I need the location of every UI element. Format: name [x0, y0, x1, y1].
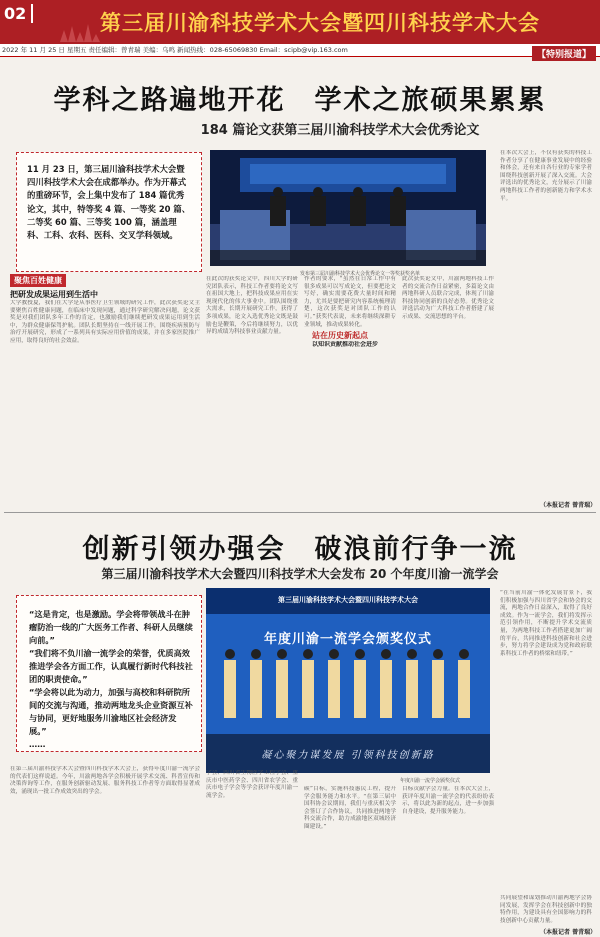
article2-quotes: “这是肯定，也是激励。学会将带领战斗在肿瘤防治一线的广大医务工作者、科研人员继续向前。” “我们将不负川渝一流学会的荣誉，优质高效推进学会各方面工作，认真履行新时代科技社团的职责使命。” “学会将以此为动力，加强与高校和科研院所间的交流与沟通，推动两地龙头企业资源互补与协同，更好地服务川渝地区社会经济发展。” ……: [29, 609, 193, 749]
conference-stage-illustration: [210, 150, 486, 266]
award-ceremony-photo: [206, 588, 490, 773]
article1-column-3: 作者的要求，“虽然在日常工作中有很多成果可以写成论文，但要把论文写好，确实需要花费大量时间和精力，尤其是要把研究内容系统梳理清楚，这次获奖是对团队工作的认可。”获奖代表说，未来将继续深耕专业领域，推动成果转化。: [304, 276, 396, 328]
article2-column-4: 目标贡献学会力量。在本次大会上，获评年度川渝一流学会的代表纷纷表示，将以此为新的起点，进一步加强自身建设，提升服务能力。: [402, 786, 494, 815]
article2-headline: 创新引领办强会 破浪前行争一流: [82, 534, 518, 565]
info-bar: [0, 44, 600, 57]
photo2-slogan: 凝心聚力谋发展 引领科技创新路: [261, 750, 435, 761]
article1-subheadline: 184 篇论文获第三届川渝科技学术大会优秀论文: [200, 123, 480, 138]
article1-column-1: 大学教授夏，我们在大学是从事医疗卫生领域的研究工作，此次获奖论文主要聚焦百姓健康问题，在临床中发现问题，通过科学研究解决问题，论文获奖是对我们团队多年工作的肯定，也激励我们继续把研发成果运用到生活中，为群众健康保驾护航。团队长期坚持在一线开展工作，围绕疾病预防与治疗开展研究，形成了一系列具有实际应用价值的成果，并在多家医院推广应用，取得良好的社会效益。: [10, 300, 200, 344]
masthead-title: 第三届川渝科技学术大会暨四川科技学术大会: [100, 10, 540, 35]
photo1-caption: 发布第三届川渝科技学术大会优秀论文一等奖获奖名单: [300, 271, 421, 277]
article1-byline: （本报记者 曾青瑞）: [540, 502, 597, 509]
article2-byline: （本报记者 曾青瑞）: [540, 929, 597, 936]
article1-column-2: 在此次的获奖论文中，四川大学的研究团队表示，科技工作者要将论文写在祖国大地上，把科技成果应用在实现现代化的伟大事业中。团队围绕重大需求，长期开展研究工作，获得了多项成果，论文入选优秀论文既是鼓励也是鞭策，今后将继续努力，以优异的成绩为科技事业贡献力量。: [206, 276, 298, 336]
article2-column-6: 共同展望和谋划推动川渝两地学会协同发展，发挥学会在科技创新中的独特作用，为建设具有全国影响力的科技创新中心贡献力量。: [500, 895, 592, 924]
conference-photo: [210, 150, 486, 266]
article1-column-5: 在本次大会上，不仅有获奖的科技工作者分享了在健康事业发展中的经验和体会，还有来自各行业的专家学者围绕科技创新开展了深入交流。大会评选出的优秀论文，充分展示了川渝两地科技工作者的创新能力和学术水平。: [500, 150, 592, 202]
issue-info: 2022 年 11 月 25 日 星期五 责任编辑：曾青瑞 美编：乌鸣 新闻热线：028-65069830 Email：scipb@vip.163.com: [2, 46, 348, 54]
subsection-head: 站在历史新起点: [312, 331, 368, 340]
photo2-banner: 第三届川渝科技学术大会暨四川科技学术大会: [278, 596, 418, 604]
article2-column-2: 学会、四川省生物医学工程学会、重庆市中医药学会、四川省农学会、重庆市电子学会等学会获评年度川渝一流学会。: [206, 770, 298, 799]
section-tag: 聚焦百姓健康: [10, 274, 66, 287]
masthead-banner: [0, 0, 600, 44]
article1-column-4: 此次获奖论文中，川渝两地科技工作者的交流合作日益紧密，多篇论文由两地科研人员联合完成，体现了川渝科技协同创新的良好态势。优秀论文评选活动为广大科技工作者搭建了展示成果、交流思想的平台。: [402, 276, 494, 320]
article1-lead: 11 月 23 日，第三届川渝科技学术大会暨四川科技学术大会在成都举办。作为开幕式的重磅环节，会上集中发布了 184 篇优秀论文，其中，特等奖 4 篇、一等奖 20 篇、二等奖 60 篇、三等奖 100 篇，涵盖理科、工科、农科、医科、交叉学科领域。: [27, 164, 191, 241]
article2-quote-box: [16, 595, 202, 752]
photo2-caption: 年度川渝一流学会颁奖仪式: [400, 778, 461, 784]
article1-headline: 学科之路遍地开花 学术之旅硕果累累: [53, 85, 547, 116]
subsection-subhead: 以知识贡献推动社会进步: [312, 341, 379, 348]
page-number: 02: [4, 4, 33, 23]
section-tag-sub: 把研发成果运用到生活中: [10, 290, 98, 299]
article2-column-1: 在第三届川渝科技学术大会暨四川科技学术大会上，获得年度川渝一流学会的代表们这样说道。今年，川渝两地各学会积极开展学术交流、科普宣传和决策咨询等工作，在服务创新驱动发展、服务科技工作者等方面取得显著成效，涌现出一批工作成效突出的学会。: [10, 766, 200, 795]
article2-column-3: 碳”目标，实施科技惠民工程，提升学会服务能力和水平。“在第三届中国科协会议期间，我们与重庆相关学会签订了合作协议，共同推进两地学科交流合作，助力成渝地区双城经济圈建设。”: [304, 786, 396, 830]
article-divider: [4, 512, 596, 513]
award-banner: 年度川渝一流学会颁奖仪式: [263, 632, 432, 647]
article2-column-5: “在当前川渝一体化发展背景下，我们积极加强与四川省学会和协会的交流，两地合作日益深入，取得了良好成效。作为一流学会，我们将发挥示范引领作用，不断提升学术交流质量，为两地科技工作者搭建更加广阔的平台，共同推进科技创新和社会进步，努力将学会建设成为党和政府联系科技工作者的桥梁和纽带。”: [500, 590, 592, 657]
article1-lead-box: [16, 152, 202, 272]
section-label: 【特别报道】: [532, 46, 596, 61]
article2-subheadline: 第三届川渝科技学术大会暨四川科技学术大会发布 20 个年度川渝一流学会: [101, 567, 499, 581]
